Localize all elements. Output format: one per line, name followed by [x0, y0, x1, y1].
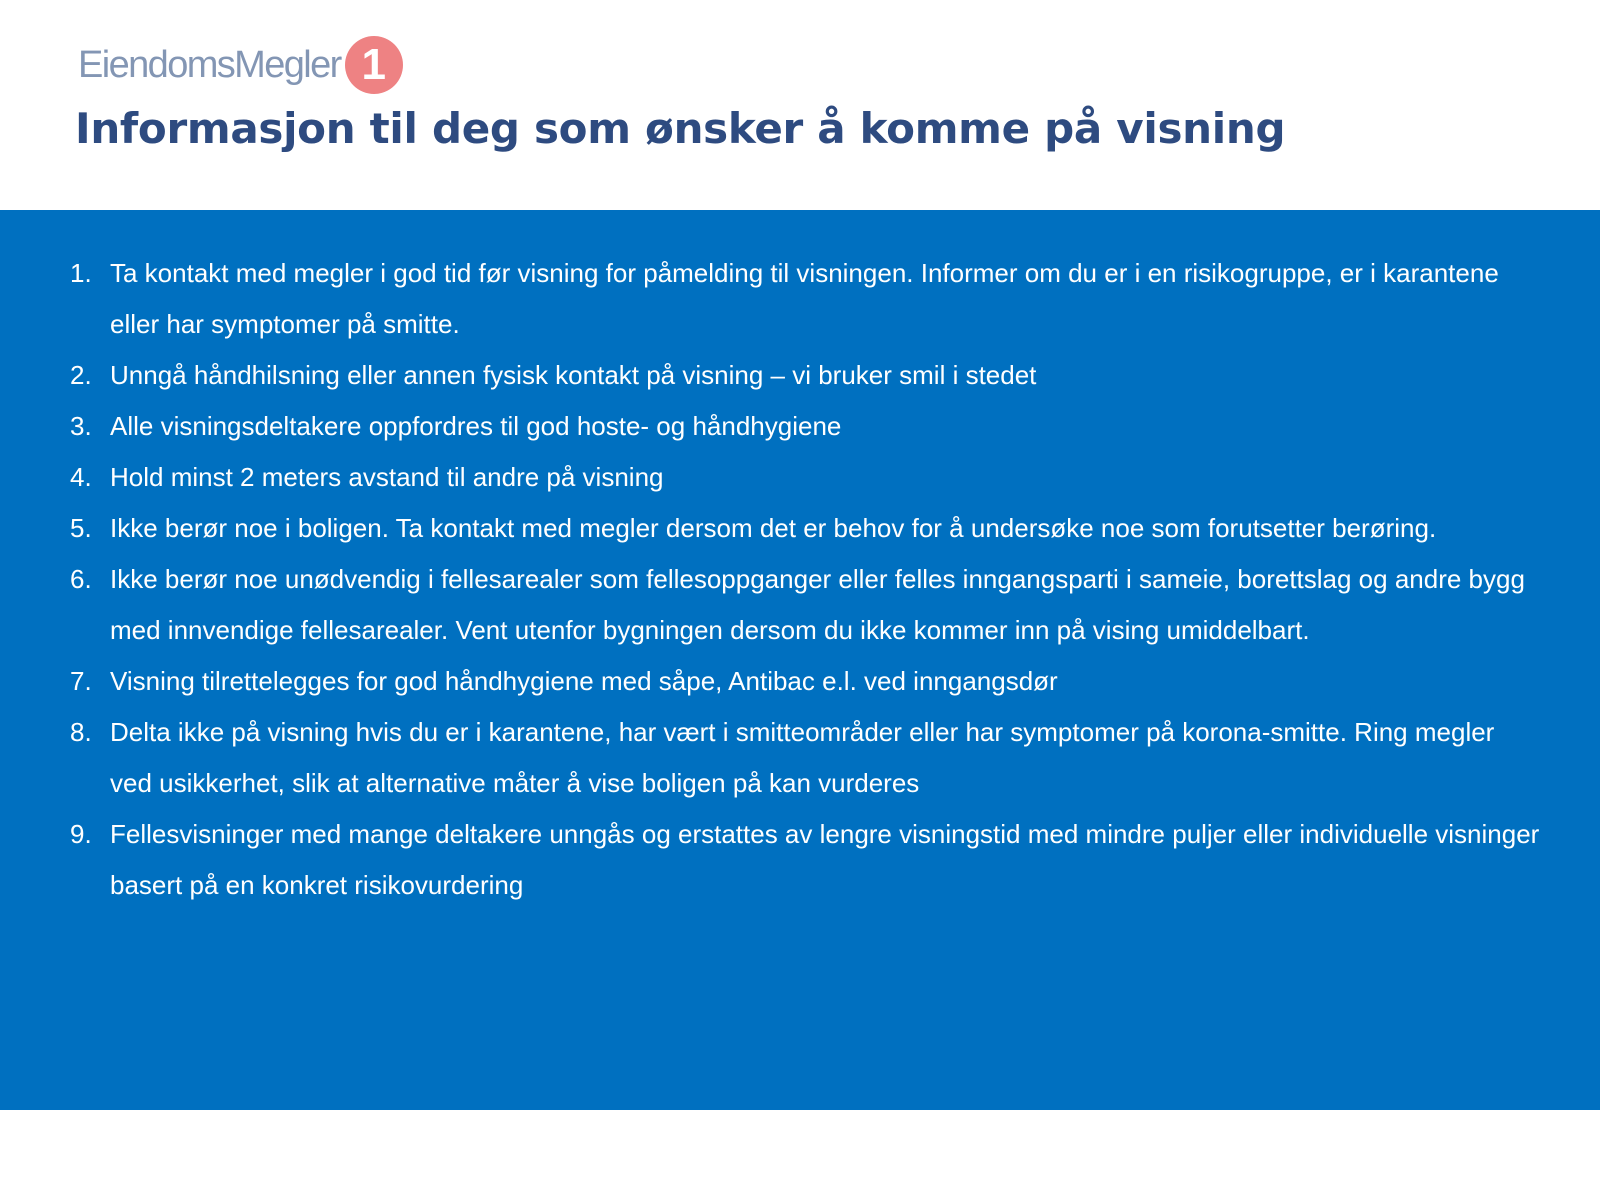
- list-item-text: Fellesvisninger med mange deltakere unngås og erstattes av lengre visningstid med mindre puljer eller individuelle visninger basert på en konkret risikovurdering: [110, 819, 1540, 900]
- list-item: [70, 707, 1540, 809]
- list-item-number: 8.: [70, 717, 92, 747]
- list-item: [70, 809, 1540, 911]
- logo-badge: 1: [345, 36, 403, 94]
- list-item-number: 9.: [70, 819, 92, 849]
- rules-list: [70, 248, 1540, 911]
- logo: [78, 34, 403, 96]
- page-title: Informasjon til deg som ønsker å komme på visning: [75, 104, 1286, 153]
- header: [0, 0, 1600, 210]
- list-item: [70, 401, 1540, 452]
- list-item-number: 6.: [70, 564, 92, 594]
- list-item: [70, 452, 1540, 503]
- list-item: [70, 656, 1540, 707]
- list-item-number: 1.: [70, 258, 92, 288]
- list-item-number: 4.: [70, 462, 92, 492]
- list-item-text: Unngå håndhilsning eller annen fysisk kontakt på visning – vi bruker smil i stedet: [110, 360, 1037, 390]
- list-item-text: Ikke berør noe unødvendig i fellesarealer som fellesoppganger eller felles inngangsparti i sameie, borettslag og andre bygg med innvendige fellesarealer. Vent utenfor bygningen dersom du ikke kommer inn på vising umiddelbart.: [110, 564, 1525, 645]
- list-item: [70, 503, 1540, 554]
- list-item-number: 3.: [70, 411, 92, 441]
- list-item: [70, 248, 1540, 350]
- list-item-text: Ta kontakt med megler i god tid før visning for påmelding til visningen. Informer om du er i en risikogruppe, er i karantene eller har symptomer på smitte.: [110, 258, 1499, 339]
- logo-wordmark: EiendomsMegler: [78, 44, 341, 86]
- list-item: [70, 350, 1540, 401]
- list-item-number: 2.: [70, 360, 92, 390]
- list-item-text: Visning tilrettelegges for god håndhygiene med såpe, Antibac e.l. ved inngangsdør: [110, 666, 1058, 696]
- list-item-number: 7.: [70, 666, 92, 696]
- list-item-text: Ikke berør noe i boligen. Ta kontakt med megler dersom det er behov for å undersøke noe som forutsetter berøring.: [110, 513, 1437, 543]
- list-item-text: Alle visningsdeltakere oppfordres til god hoste- og håndhygiene: [110, 411, 842, 441]
- list-item: [70, 554, 1540, 656]
- list-item-text: Delta ikke på visning hvis du er i karantene, har vært i smitteområder eller har symptomer på korona-smitte. Ring megler ved usikkerhet, slik at alternative måter å vise boligen på kan vurderes: [110, 717, 1495, 798]
- list-item-number: 5.: [70, 513, 92, 543]
- list-item-text: Hold minst 2 meters avstand til andre på visning: [110, 462, 664, 492]
